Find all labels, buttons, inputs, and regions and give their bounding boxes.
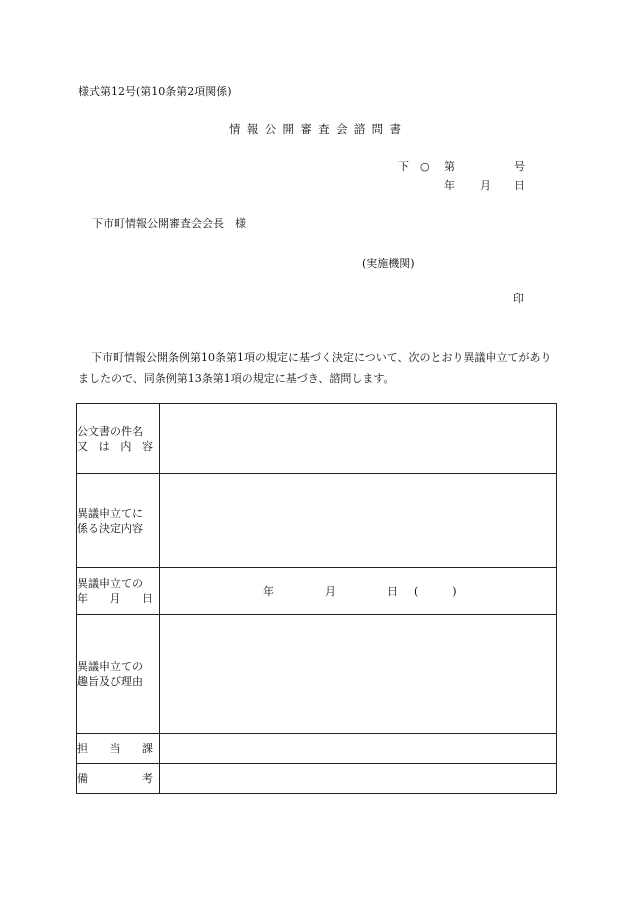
char: 年 [77,592,88,605]
label-objection-date-line1: 異議申立ての [77,577,143,590]
char: 担 [77,742,88,755]
label-decision-line2: 係る決定内容 [77,521,143,535]
value-decision[interactable] [160,474,557,568]
table-row-objection-date [77,568,557,615]
doc-prefix: 下 [398,160,409,173]
value-department[interactable] [160,734,557,764]
label-subject-line2 [77,439,159,454]
label-reason-line2: 趣旨及び理由 [77,675,143,688]
table-row-reason [77,615,557,734]
document-title: 情報公開審査会諮問書 [229,122,408,136]
char: 容 [141,439,153,453]
doc-circle: ○ [420,160,430,173]
doc-go: 号 [514,160,525,173]
table-row-decision [77,474,557,568]
addressee: 下市町情報公開審査会会長 様 [92,217,246,230]
paren-close: ) [452,584,457,598]
char: 内 [120,439,132,453]
objection-date-fields [160,583,556,599]
label-department [77,734,160,764]
char: 当 [109,742,121,755]
doc-dai: 第 [444,160,455,173]
table-row-remarks [77,764,557,794]
char: 月 [109,592,121,605]
table-row-subject [77,404,557,474]
form-number: 様式第12号(第10条第2項関係) [78,85,232,98]
date-day: 日 [514,179,525,192]
table-row-department [77,734,557,764]
body-paragraph: 下市町情報公開条例第10条第1項の規定に基づく決定について、次のとおり異議申立てがありましたので、同条例第13条第1項の規定に基づき、諮問します。 [78,351,552,385]
value-subject[interactable] [160,404,557,474]
objection-month: 月 [325,585,336,598]
char: 考 [142,772,153,785]
label-decision-line1: 異議申立てに [77,506,143,520]
char: 備 [77,772,88,785]
objection-day: 日 [387,585,398,598]
label-subject [77,404,160,474]
char: 課 [142,742,153,755]
paren-open: ( [414,584,419,598]
objection-year: 年 [263,585,274,598]
value-remarks[interactable] [160,764,557,794]
label-remarks [77,764,160,794]
consultation-table [76,403,557,794]
date-year: 年 [444,179,455,192]
label-decision [77,474,160,568]
char: 日 [142,592,153,605]
value-reason[interactable] [160,615,557,734]
value-objection-date[interactable] [160,568,557,615]
char: 又 [77,439,88,453]
label-subject-line1: 公文書の件名 [77,424,143,438]
label-objection-date [77,568,160,615]
char: は [98,439,110,453]
date-month: 月 [480,179,491,192]
label-objection-date-line2 [77,591,159,606]
label-reason [77,615,160,734]
label-reason-line1: 異議申立ての [77,660,143,673]
implementing-agency: (実施機関) [362,257,415,270]
label-department-chars [77,741,159,756]
seal-mark: 印 [513,292,524,305]
label-remarks-chars [77,771,159,786]
